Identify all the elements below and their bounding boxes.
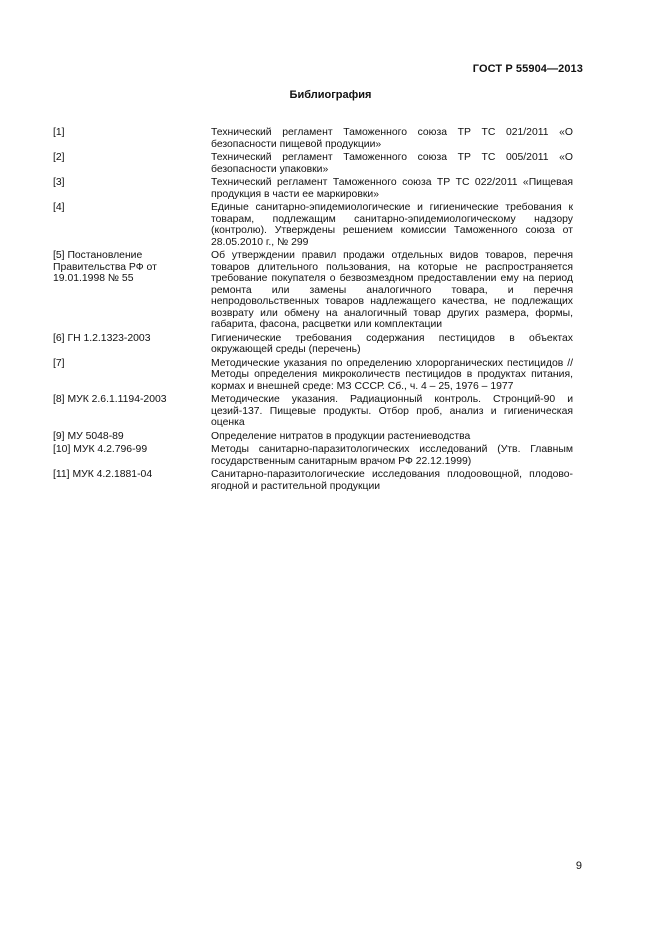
section-title: Библиография [289,89,372,101]
bibliography-text: Определение нитратов в продукции растениеводства [211,430,471,442]
bibliography-entry [53,127,573,150]
bibliography-ref: [6] ГН 1.2.1323-2003 [53,332,151,344]
bibliography-text: Методы санитарно-паразитологических исследований (Утв. Главным государственным санитарным врачом РФ 22.12.1999) [211,444,573,467]
bibliography-entry [53,250,573,331]
bibliography-ref: [11] МУК 4.2.1881-04 [53,469,153,480]
bibliography-entry [53,431,573,443]
bibliography-ref: [7] [53,357,65,369]
bibliography-entry [53,394,573,429]
bibliography-ref: [9] МУ 5048-89 [53,430,124,442]
bibliography-text: Гигиенические требования содержания пестицидов в объектах окружающей среды (перечень) [211,332,573,355]
bibliography-ref: [10] МУК 4.2.796-99 [53,444,148,455]
bibliography-ref: [8] МУК 2.6.1.1194-2003 [53,394,167,405]
bibliography-text: Методические указания. Радиационный контроль. Стронций-90 и цезий-137. Пищевые продукты. Отбор проб, анализ и гигиеническая оценка [211,394,573,428]
bibliography-entry [53,177,573,200]
bibliography-entry [53,333,573,356]
bibliography-text: Единые санитарно-эпидемиологические и гигиенические требования к товарам, подлежащим санитарно-эпидемиологическому надзору (контролю). Утверждены решением комиссии Таможенного союза от 28.05.2010 г., № 299 [211,202,573,248]
page-number: 9 [575,860,582,872]
bibliography-text: Технический регламент Таможенного союза ТР ТС 021/2011 «О безопасности пищевой продукции» [211,127,573,150]
bibliography-list [53,127,573,494]
bibliography-ref: [3] [53,177,65,188]
document-code: ГОСТ Р 55904—2013 [472,63,583,75]
bibliography-ref: [5] Постановление Правительства РФ от 19.01.1998 № 55 [53,250,157,284]
bibliography-ref: [1] [53,127,65,138]
bibliography-text: Технический регламент Таможенного союза ТР ТС 022/2011 «Пищевая продукция в части ее маркировки» [211,177,573,200]
bibliography-entry [53,202,573,248]
bibliography-text: Об утверждении правил продажи отдельных видов товаров, перечня товаров длительного пользования, на которые не распространяется требование покупателя о безвозмездном предоставлении ему на период ремонта или замены аналогичного товара, и перечня непродовольственных товаров надлежащего качества, не подлежащих возврату или обмену на аналогичный товар других размера, формы, габарита, фасона, расцветки или комплектации [211,250,573,330]
bibliography-entry [53,152,573,175]
bibliography-entry [53,444,573,467]
bibliography-ref: [4] [53,202,65,213]
bibliography-entry [53,358,573,393]
bibliography-text: Санитарно-паразитологические исследования плодоовощной, плодово-ягодной и растительной продукции [211,469,573,492]
bibliography-text: Методические указания по определению хлорорганических пестицидов // Методы определения микроколичеств пестицидов в продуктах питания, кормах и внешней среде: МЗ СССР. Сб., ч. 4 – 25, 1976 – 1977 [211,357,573,392]
bibliography-entry [53,469,573,492]
bibliography-text: Технический регламент Таможенного союза ТР ТС 005/2011 «О безопасности упаковки» [211,152,573,175]
bibliography-ref: [2] [53,152,65,163]
